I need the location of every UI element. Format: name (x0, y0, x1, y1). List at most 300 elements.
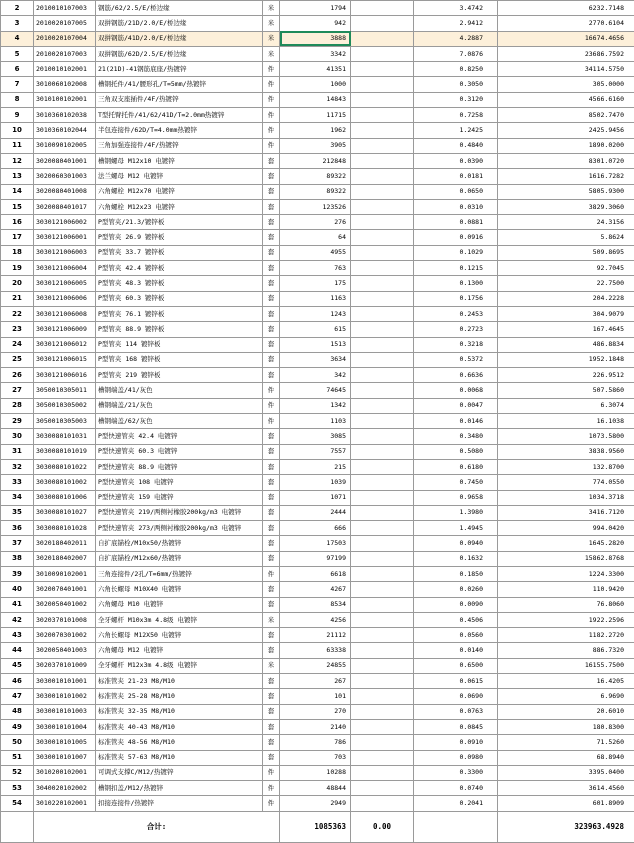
amount[interactable]: 16.1038 (498, 414, 634, 429)
row-index[interactable]: 7 (1, 77, 34, 92)
item-code[interactable]: 3030121006015 (34, 352, 96, 367)
unit[interactable]: 套 (263, 230, 280, 245)
blank-cell[interactable] (351, 444, 414, 459)
quantity[interactable]: 4955 (280, 245, 351, 260)
row-index[interactable]: 13 (1, 169, 34, 184)
row-index[interactable]: 51 (1, 750, 34, 765)
row-index[interactable]: 29 (1, 414, 34, 429)
table-row[interactable] (1, 92, 634, 107)
unit[interactable]: 米 (263, 658, 280, 673)
unit-price[interactable]: 0.0650 (414, 184, 498, 199)
row-index[interactable]: 46 (1, 674, 34, 689)
item-name[interactable]: 钢筋/62/2.5/E/桥边缘 (96, 1, 263, 16)
table-row[interactable] (1, 597, 634, 612)
quantity[interactable]: 74645 (280, 383, 351, 398)
item-name[interactable]: P型快速管夹 273/两侧衬橡胶200kg/m3 电镀锌 (96, 521, 263, 536)
unit-price[interactable]: 0.0310 (414, 199, 498, 214)
table-row[interactable] (1, 77, 634, 92)
quantity[interactable]: 17503 (280, 536, 351, 551)
table-row[interactable] (1, 781, 634, 796)
item-name[interactable]: 双拼钢筋/41D/2.0/E/桥边缘 (96, 31, 263, 46)
blank-cell[interactable] (351, 245, 414, 260)
blank-cell[interactable] (351, 261, 414, 276)
quantity[interactable]: 14843 (280, 92, 351, 107)
quantity[interactable]: 1794 (280, 1, 351, 16)
quantity[interactable]: 342 (280, 368, 351, 383)
blank-cell[interactable] (351, 597, 414, 612)
item-code[interactable]: 3020180402007 (34, 551, 96, 566)
unit-price[interactable]: 0.0690 (414, 689, 498, 704)
item-code[interactable]: 3010200102001 (34, 765, 96, 780)
unit-price[interactable]: 0.5372 (414, 352, 498, 367)
amount[interactable]: 76.8060 (498, 597, 634, 612)
blank-cell[interactable] (351, 352, 414, 367)
item-code[interactable]: 3030080101002 (34, 475, 96, 490)
item-code[interactable]: 3020080401017 (34, 199, 96, 214)
unit-price[interactable]: 0.0910 (414, 735, 498, 750)
unit[interactable]: 件 (263, 138, 280, 153)
row-index[interactable]: 41 (1, 597, 34, 612)
item-code[interactable]: 2010020107003 (34, 46, 96, 61)
item-code[interactable]: 3030080101027 (34, 505, 96, 520)
unit[interactable]: 套 (263, 505, 280, 520)
unit-price[interactable]: 0.0140 (414, 643, 498, 658)
table-row[interactable] (1, 490, 634, 505)
unit-price[interactable]: 0.0181 (414, 169, 498, 184)
item-name[interactable]: 半包连接件/62D/T=4.0mm热镀锌 (96, 123, 263, 138)
row-index[interactable]: 17 (1, 230, 34, 245)
amount[interactable]: 601.8909 (498, 796, 634, 811)
item-name[interactable]: 槽钢端盖/62/灰色 (96, 414, 263, 429)
row-index[interactable]: 23 (1, 322, 34, 337)
item-code[interactable]: 3030010101001 (34, 674, 96, 689)
item-code[interactable]: 3030121006016 (34, 368, 96, 383)
item-name[interactable]: 双拼钢筋/21D/2.0/E/桥边缘 (96, 16, 263, 31)
amount[interactable]: 226.9512 (498, 368, 634, 383)
amount[interactable]: 1182.2720 (498, 628, 634, 643)
amount[interactable]: 6.9690 (498, 689, 634, 704)
unit[interactable]: 套 (263, 536, 280, 551)
item-name[interactable]: 全牙螺杆 M10x3m 4.8级 电镀锌 (96, 612, 263, 627)
amount[interactable]: 1073.5800 (498, 429, 634, 444)
row-index[interactable]: 40 (1, 582, 34, 597)
quantity[interactable]: 7557 (280, 444, 351, 459)
unit-price[interactable]: 0.7450 (414, 475, 498, 490)
quantity[interactable]: 942 (280, 16, 351, 31)
item-name[interactable]: P型管夹 42.4 镀锌板 (96, 261, 263, 276)
blank-cell[interactable] (351, 490, 414, 505)
item-name[interactable]: 标准管夹 21-23 M8/M10 (96, 674, 263, 689)
blank-cell[interactable] (351, 398, 414, 413)
item-name[interactable]: 槽钢扣盖/M12/热镀锌 (96, 781, 263, 796)
quantity[interactable]: 8534 (280, 597, 351, 612)
unit[interactable]: 套 (263, 153, 280, 168)
quantity[interactable]: 10288 (280, 765, 351, 780)
blank-cell[interactable] (351, 276, 414, 291)
table-row[interactable] (1, 62, 634, 77)
blank-cell[interactable] (351, 674, 414, 689)
quantity[interactable]: 175 (280, 276, 351, 291)
amount[interactable]: 16.4205 (498, 674, 634, 689)
row-index[interactable]: 39 (1, 566, 34, 581)
unit[interactable]: 套 (263, 444, 280, 459)
unit-price[interactable]: 0.2453 (414, 306, 498, 321)
row-index[interactable]: 9 (1, 108, 34, 123)
blank-cell[interactable] (351, 566, 414, 581)
amount[interactable]: 486.8834 (498, 337, 634, 352)
unit[interactable]: 套 (263, 597, 280, 612)
amount[interactable]: 1645.2820 (498, 536, 634, 551)
item-code[interactable]: 3030121006001 (34, 230, 96, 245)
amount[interactable]: 3416.7120 (498, 505, 634, 520)
unit-price[interactable]: 0.6636 (414, 368, 498, 383)
amount[interactable]: 167.4645 (498, 322, 634, 337)
table-row[interactable] (1, 765, 634, 780)
item-code[interactable]: 3030080101006 (34, 490, 96, 505)
item-name[interactable]: P型管夹 76.1 镀锌板 (96, 306, 263, 321)
item-code[interactable]: 3020370101009 (34, 658, 96, 673)
item-code[interactable]: 3020050401002 (34, 597, 96, 612)
item-name[interactable]: P型快速管夹 88.9 电镀锌 (96, 459, 263, 474)
unit-price[interactable]: 0.3300 (414, 765, 498, 780)
row-index[interactable]: 50 (1, 735, 34, 750)
item-code[interactable]: 3010360102044 (34, 123, 96, 138)
unit-price[interactable]: 0.4506 (414, 612, 498, 627)
item-code[interactable]: 3020180402011 (34, 536, 96, 551)
table-row[interactable] (1, 383, 634, 398)
item-name[interactable]: P型快速管夹 42.4 电镀锌 (96, 429, 263, 444)
unit-price[interactable]: 0.1756 (414, 291, 498, 306)
unit-price[interactable]: 0.3218 (414, 337, 498, 352)
blank-cell[interactable] (351, 765, 414, 780)
unit-price[interactable]: 0.0560 (414, 628, 498, 643)
table-row[interactable] (1, 689, 634, 704)
quantity[interactable]: 3085 (280, 429, 351, 444)
item-name[interactable]: 三角加强连接件/4F/热镀锌 (96, 138, 263, 153)
row-index[interactable]: 44 (1, 643, 34, 658)
unit[interactable]: 米 (263, 31, 280, 46)
item-name[interactable]: 三角双支座插件/4F/热镀锌 (96, 92, 263, 107)
item-name[interactable]: P型快速管夹 219/两侧衬橡胶200kg/m3 电镀锌 (96, 505, 263, 520)
blank-cell[interactable] (351, 551, 414, 566)
unit[interactable]: 套 (263, 352, 280, 367)
quantity[interactable]: 1000 (280, 77, 351, 92)
unit[interactable]: 套 (263, 628, 280, 643)
quantity[interactable]: 1962 (280, 123, 351, 138)
unit-price[interactable]: 0.2723 (414, 322, 498, 337)
amount[interactable]: 994.0420 (498, 521, 634, 536)
row-index[interactable]: 38 (1, 551, 34, 566)
quantity[interactable]: 21112 (280, 628, 351, 643)
row-index[interactable]: 48 (1, 704, 34, 719)
item-name[interactable]: P型管夹 26.9 镀锌板 (96, 230, 263, 245)
quantity[interactable]: 3342 (280, 46, 351, 61)
amount[interactable]: 1616.7282 (498, 169, 634, 184)
unit[interactable]: 套 (263, 337, 280, 352)
table-row[interactable] (1, 368, 634, 383)
quantity[interactable]: 212848 (280, 153, 351, 168)
item-name[interactable]: 扣接连接件/热镀锌 (96, 796, 263, 811)
row-index[interactable]: 35 (1, 505, 34, 520)
blank-cell[interactable] (351, 215, 414, 230)
table-row[interactable] (1, 1, 634, 16)
table-row[interactable] (1, 169, 634, 184)
item-name[interactable]: 六角螺栓 M12x70 电镀锌 (96, 184, 263, 199)
blank-cell[interactable] (351, 77, 414, 92)
amount[interactable]: 110.9420 (498, 582, 634, 597)
item-name[interactable]: 槽钢托件/41/腰形孔/T=5mm/热镀锌 (96, 77, 263, 92)
item-code[interactable]: 2010010107003 (34, 1, 96, 16)
amount[interactable]: 24.3156 (498, 215, 634, 230)
blank-cell[interactable] (351, 16, 414, 31)
quantity[interactable]: 267 (280, 674, 351, 689)
blank-cell[interactable] (351, 719, 414, 734)
unit-price[interactable]: 0.1029 (414, 245, 498, 260)
item-name[interactable]: P型管夹 33.7 镀锌板 (96, 245, 263, 260)
amount[interactable]: 180.8300 (498, 719, 634, 734)
unit-price[interactable]: 0.5080 (414, 444, 498, 459)
amount[interactable]: 16155.7500 (498, 658, 634, 673)
unit[interactable]: 套 (263, 719, 280, 734)
unit[interactable]: 套 (263, 276, 280, 291)
unit[interactable]: 套 (263, 215, 280, 230)
item-name[interactable]: T型托臂托件/41/62/41D/T=2.0mm热镀锌 (96, 108, 263, 123)
table-row[interactable] (1, 184, 634, 199)
unit-price[interactable]: 0.4840 (414, 138, 498, 153)
amount[interactable]: 22.7500 (498, 276, 634, 291)
item-code[interactable]: 3020050401003 (34, 643, 96, 658)
row-index[interactable]: 24 (1, 337, 34, 352)
row-index[interactable]: 45 (1, 658, 34, 673)
item-name[interactable]: 六角长螺母 M10X40 电镀锌 (96, 582, 263, 597)
quantity[interactable]: 11715 (280, 108, 351, 123)
unit-price[interactable]: 0.3480 (414, 429, 498, 444)
amount[interactable]: 1922.2596 (498, 612, 634, 627)
item-code[interactable]: 3010100102001 (34, 92, 96, 107)
unit[interactable]: 件 (263, 108, 280, 123)
unit[interactable]: 套 (263, 261, 280, 276)
table-row[interactable] (1, 46, 634, 61)
row-index[interactable]: 47 (1, 689, 34, 704)
item-name[interactable]: 标准管夹 48-56 M8/M10 (96, 735, 263, 750)
amount[interactable]: 6.3074 (498, 398, 634, 413)
item-code[interactable]: 3030121006009 (34, 322, 96, 337)
row-index[interactable]: 43 (1, 628, 34, 643)
unit[interactable]: 米 (263, 46, 280, 61)
unit[interactable]: 套 (263, 521, 280, 536)
quantity[interactable]: 1513 (280, 337, 351, 352)
item-name[interactable]: 全牙螺杆 M12x3m 4.8级 电镀锌 (96, 658, 263, 673)
quantity[interactable]: 101 (280, 689, 351, 704)
blank-cell[interactable] (351, 184, 414, 199)
table-row[interactable] (1, 612, 634, 627)
amount[interactable]: 6232.7148 (498, 1, 634, 16)
amount[interactable]: 16674.4656 (498, 31, 634, 46)
quantity[interactable]: 6618 (280, 566, 351, 581)
blank-cell[interactable] (351, 536, 414, 551)
unit-price[interactable]: 0.9658 (414, 490, 498, 505)
unit-price[interactable]: 0.0940 (414, 536, 498, 551)
item-code[interactable]: 3030080101028 (34, 521, 96, 536)
unit-price[interactable]: 0.2041 (414, 796, 498, 811)
unit[interactable]: 套 (263, 368, 280, 383)
item-code[interactable]: 3010060102008 (34, 77, 96, 92)
row-index[interactable]: 14 (1, 184, 34, 199)
row-index[interactable]: 2 (1, 1, 34, 16)
unit[interactable]: 套 (263, 704, 280, 719)
blank-cell[interactable] (351, 750, 414, 765)
item-name[interactable]: P型快速管夹 60.3 电镀锌 (96, 444, 263, 459)
item-code[interactable]: 3040020102002 (34, 781, 96, 796)
item-name[interactable]: 六角长螺母 M12X50 电镀锌 (96, 628, 263, 643)
item-code[interactable]: 3050010305003 (34, 414, 96, 429)
item-code[interactable]: 3010220102001 (34, 796, 96, 811)
blank-cell[interactable] (351, 643, 414, 658)
unit-price[interactable]: 0.0916 (414, 230, 498, 245)
item-code[interactable]: 3030121006008 (34, 306, 96, 321)
item-name[interactable]: P型管夹 114 镀锌板 (96, 337, 263, 352)
unit[interactable]: 套 (263, 674, 280, 689)
blank-cell[interactable] (351, 459, 414, 474)
amount[interactable]: 3838.9560 (498, 444, 634, 459)
quantity[interactable]: 64 (280, 230, 351, 245)
item-code[interactable]: 3030121006004 (34, 261, 96, 276)
row-index[interactable]: 11 (1, 138, 34, 153)
amount[interactable]: 68.8940 (498, 750, 634, 765)
item-name[interactable]: 标准管夹 40-43 M8/M10 (96, 719, 263, 734)
unit[interactable]: 套 (263, 291, 280, 306)
blank-cell[interactable] (351, 1, 414, 16)
amount[interactable]: 1890.0200 (498, 138, 634, 153)
quantity[interactable]: 3888 (280, 31, 351, 46)
blank-cell[interactable] (351, 429, 414, 444)
unit-price[interactable]: 0.0881 (414, 215, 498, 230)
blank-cell[interactable] (351, 138, 414, 153)
row-index[interactable]: 32 (1, 459, 34, 474)
unit[interactable]: 米 (263, 612, 280, 627)
row-index[interactable]: 30 (1, 429, 34, 444)
item-code[interactable]: 3030121006002 (34, 215, 96, 230)
blank-cell[interactable] (351, 291, 414, 306)
unit[interactable]: 件 (263, 123, 280, 138)
amount[interactable]: 132.8700 (498, 459, 634, 474)
item-name[interactable]: P型快速管夹 159 电镀锌 (96, 490, 263, 505)
unit-price[interactable]: 0.0763 (414, 704, 498, 719)
row-index[interactable]: 52 (1, 765, 34, 780)
quantity[interactable]: 48844 (280, 781, 351, 796)
item-code[interactable]: 3030121006006 (34, 291, 96, 306)
unit[interactable]: 套 (263, 643, 280, 658)
amount[interactable]: 507.5860 (498, 383, 634, 398)
table-row[interactable] (1, 138, 634, 153)
table-row[interactable] (1, 628, 634, 643)
item-name[interactable]: 槽钢端盖/41/灰色 (96, 383, 263, 398)
unit[interactable]: 套 (263, 735, 280, 750)
row-index[interactable]: 3 (1, 16, 34, 31)
unit[interactable]: 套 (263, 245, 280, 260)
item-name[interactable]: 六角螺母 M10 电镀锌 (96, 597, 263, 612)
item-code[interactable]: 2010020107004 (34, 31, 96, 46)
blank-cell[interactable] (351, 704, 414, 719)
item-name[interactable]: 六角螺母 M12 电镀锌 (96, 643, 263, 658)
table-row[interactable] (1, 674, 634, 689)
row-index[interactable]: 16 (1, 215, 34, 230)
item-code[interactable]: 3020070301002 (34, 628, 96, 643)
amount[interactable]: 15862.8768 (498, 551, 634, 566)
amount[interactable]: 1952.1848 (498, 352, 634, 367)
row-index[interactable]: 37 (1, 536, 34, 551)
item-name[interactable]: 法兰螺母 M12 电镀锌 (96, 169, 263, 184)
blank-cell[interactable] (351, 153, 414, 168)
unit[interactable]: 套 (263, 551, 280, 566)
amount[interactable]: 1034.3718 (498, 490, 634, 505)
row-index[interactable]: 22 (1, 306, 34, 321)
blank-cell[interactable] (351, 414, 414, 429)
table-row[interactable] (1, 566, 634, 581)
row-index[interactable]: 49 (1, 719, 34, 734)
item-code[interactable]: 3050010305002 (34, 398, 96, 413)
item-code[interactable]: 3010090102005 (34, 138, 96, 153)
table-row[interactable] (1, 230, 634, 245)
quantity[interactable]: 24855 (280, 658, 351, 673)
table-row[interactable] (1, 429, 634, 444)
quantity[interactable]: 41351 (280, 62, 351, 77)
amount[interactable]: 34114.5750 (498, 62, 634, 77)
item-code[interactable]: 3030010101005 (34, 735, 96, 750)
row-index[interactable]: 54 (1, 796, 34, 811)
quantity[interactable]: 1163 (280, 291, 351, 306)
row-index[interactable]: 10 (1, 123, 34, 138)
quantity[interactable]: 2444 (280, 505, 351, 520)
table-row[interactable] (1, 704, 634, 719)
amount[interactable]: 3395.0400 (498, 765, 634, 780)
unit[interactable]: 套 (263, 184, 280, 199)
item-code[interactable]: 3030080101031 (34, 429, 96, 444)
item-code[interactable]: 3050010305011 (34, 383, 96, 398)
table-row[interactable] (1, 31, 634, 46)
blank-cell[interactable] (351, 31, 414, 46)
table-row[interactable] (1, 719, 634, 734)
item-code[interactable]: 3030121006012 (34, 337, 96, 352)
row-index[interactable]: 26 (1, 368, 34, 383)
unit[interactable]: 套 (263, 459, 280, 474)
item-code[interactable]: 3020060301003 (34, 169, 96, 184)
item-name[interactable]: 自扩底锚栓/M12x60/热镀锌 (96, 551, 263, 566)
item-name[interactable]: P型管夹 168 镀锌板 (96, 352, 263, 367)
blank-cell[interactable] (351, 582, 414, 597)
unit-price[interactable]: 1.3980 (414, 505, 498, 520)
unit[interactable]: 件 (263, 781, 280, 796)
amount[interactable]: 3614.4560 (498, 781, 634, 796)
table-row[interactable] (1, 16, 634, 31)
row-index[interactable]: 20 (1, 276, 34, 291)
amount[interactable]: 305.0000 (498, 77, 634, 92)
amount[interactable]: 20.6010 (498, 704, 634, 719)
unit-price[interactable]: 3.4742 (414, 1, 498, 16)
blank-cell[interactable] (351, 475, 414, 490)
amount[interactable]: 23686.7592 (498, 46, 634, 61)
row-index[interactable]: 36 (1, 521, 34, 536)
item-name[interactable]: P型管夹 48.3 镀锌板 (96, 276, 263, 291)
amount[interactable]: 1224.3300 (498, 566, 634, 581)
amount[interactable]: 2770.6104 (498, 16, 634, 31)
blank-cell[interactable] (351, 658, 414, 673)
blank-cell[interactable] (351, 689, 414, 704)
item-name[interactable]: 三角连接件/2孔/T=6mm/热镀锌 (96, 566, 263, 581)
item-code[interactable]: 3030121006005 (34, 276, 96, 291)
blank-cell[interactable] (351, 735, 414, 750)
quantity[interactable]: 615 (280, 322, 351, 337)
